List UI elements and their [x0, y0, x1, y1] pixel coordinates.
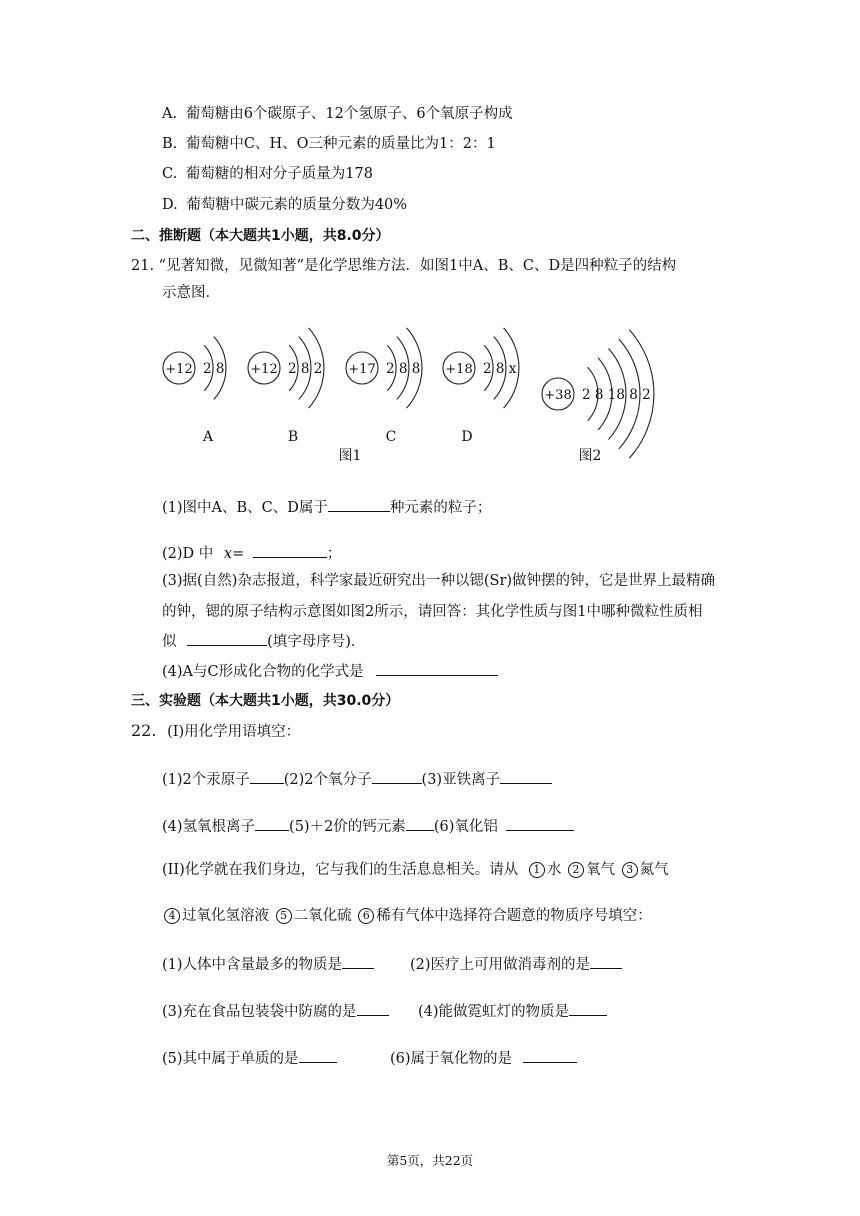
page-footer: 第5页，共22页 [386, 1153, 474, 1168]
nucleus-charge: +38 [544, 388, 572, 403]
q21-part2: (2)D 中 x= ； [162, 543, 341, 564]
q22-row2: (4)氢氧根离子 (5)＋2价的钙元素 (6)氧化铝 [162, 816, 574, 837]
atom-label: C [385, 429, 397, 445]
q22-part-i: 22. (I)用化学用语填空： [131, 721, 301, 740]
q22-row1: (1)2个汞原子 (2)2个氧分子 (3)亚铁离子 [162, 769, 552, 790]
answer-blank[interactable] [372, 769, 422, 784]
answer-blank[interactable] [187, 631, 267, 646]
option-d: D. 葡萄糖中碳元素的质量分数为40% [162, 197, 408, 213]
q21-stem-line1: 21. “见著知微，见微知著”是化学思维方法．如图1中A、B、C、D是四种粒子的结构 [131, 258, 677, 274]
section-2-title: 二、推断题（本大题共1小题，共8.0分） [131, 228, 390, 244]
answer-blank[interactable] [376, 661, 498, 676]
nucleus-charge: +12 [250, 362, 278, 377]
nucleus-charge: +18 [445, 362, 473, 377]
q22-sub-6: (6)属于氧化物的是 [390, 1048, 577, 1069]
answer-blank[interactable] [506, 816, 574, 831]
section-3-title: 三、实验题（本大题共1小题，共30.0分） [131, 693, 400, 709]
q22-sub-1: (1)人体中含量最多的物质是 [162, 954, 374, 975]
figure-2-caption: 图2 [578, 448, 602, 464]
answer-blank[interactable] [406, 816, 434, 831]
q21-part3-line2: 的钟，锶的原子结构示意图如图2所示，请回答：其化学性质与图1中哪种微粒性质相 [162, 604, 703, 620]
electron-counts: 2 8 2 [288, 361, 323, 377]
q21-part4: (4)A与C形成化合物的化学式是 [162, 661, 498, 682]
q22-part-ii-line1: (II)化学就在我们身边，它与我们的生活息息相关。请从 1 水 2 氧气 3 氮气 [162, 862, 669, 878]
q21-stem-line2: 示意图． [162, 285, 220, 301]
nucleus-charge: +12 [165, 362, 193, 377]
electron-counts: 2 8 [203, 361, 225, 377]
option-c: C. 葡萄糖的相对分子质量为178 [162, 166, 373, 182]
atom-label: D [461, 429, 473, 445]
figure-1-caption: 图1 [338, 448, 362, 464]
q21-part3-line3: 似 (填字母序号)． [162, 631, 365, 652]
atomic-structure-figure [0, 310, 860, 470]
atom-label: B [287, 429, 299, 445]
option-b: B. 葡萄糖中C、H、O三种元素的质量比为1：2：1 [162, 136, 496, 152]
q21-part1: (1)图中A、B、C、D属于 种元素的粒子； [162, 497, 491, 518]
answer-blank[interactable] [357, 1001, 389, 1016]
answer-blank[interactable] [590, 954, 622, 969]
nucleus-charge: +17 [348, 362, 376, 377]
atom-label: A [202, 429, 214, 445]
electron-counts: 2 8 8 [386, 361, 421, 377]
answer-blank[interactable] [299, 1048, 337, 1063]
q22-part-ii-line2: 4 过氧化氢溶液 5 二氧化硫 6 稀有气体中选择符合题意的物质序号填空： [162, 906, 652, 926]
option-a: A. 葡萄糖由6个碳原子、12个氢原子、6个氧原子构成 [162, 106, 513, 122]
answer-blank[interactable] [328, 497, 390, 512]
answer-blank[interactable] [523, 1048, 577, 1063]
answer-blank[interactable] [500, 769, 552, 784]
answer-blank[interactable] [342, 954, 374, 969]
q22-sub-4: (4)能做霓虹灯的物质是 [418, 1001, 607, 1022]
answer-blank[interactable] [253, 543, 327, 558]
answer-blank[interactable] [569, 1001, 607, 1016]
q22-sub-5: (5)其中属于单质的是 [162, 1048, 337, 1069]
q21-part3-line1: (3)据(自然)杂志报道，科学家最近研究出一种以锶(Sr)做钟摆的钟，它是世界上最精确 [162, 573, 716, 589]
electron-counts: 2 8 18 8 2 [582, 387, 651, 403]
electron-counts: 2 8 x [483, 361, 517, 377]
q22-sub-3: (3)充在食品包装袋中防腐的是 [162, 1001, 389, 1022]
q22-sub-2: (2)医疗上可用做消毒剂的是 [410, 954, 622, 975]
answer-blank[interactable] [255, 816, 289, 831]
answer-blank[interactable] [250, 769, 284, 784]
